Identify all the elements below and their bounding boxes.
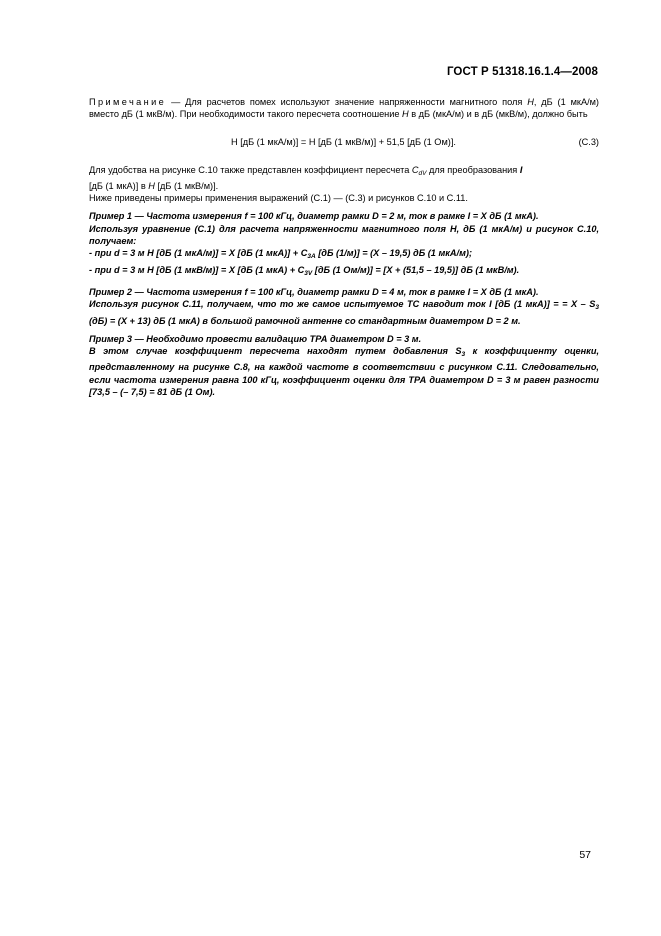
example2-body bbox=[89, 298, 599, 327]
example1-title: Пример 1 — Частота измерения f = 100 кГц, диаметр рамки D = 2 м, ток в рамке I = X дБ (1 мкА). bbox=[89, 211, 539, 222]
example2-body-b: (дБ) = (X + 13) дБ (1 мкА) в большой рамочной антенне со стандартным диаметром D = 2 м. bbox=[89, 315, 521, 326]
example1-item1 bbox=[89, 247, 599, 263]
example1-item2-a: - при d = 3 м H [дБ (1 мкВ/м)] = X [дБ (1 мкА) + C bbox=[89, 264, 305, 275]
note-text-c: в дБ (мкА/м) и в дБ (мкВ/м), должно быть bbox=[408, 109, 588, 120]
example2-body-a: Используя рисунок С.11, получаем, что то же самое испытуемое ТС наводит ток I [дБ (1 мкА)] = = X – S bbox=[89, 299, 596, 310]
note-h1: H bbox=[527, 97, 534, 107]
example2-body-sub: 3 bbox=[595, 304, 599, 312]
example1-item2-sub: 3V bbox=[304, 269, 313, 277]
para1-text-c: [дБ (1 мкА)] в bbox=[89, 180, 149, 191]
note-text-a: Для расчетов помех используют значение напряженности магнитного поля bbox=[185, 97, 528, 107]
para1-c-sub: dV bbox=[418, 169, 427, 177]
note-dash: — bbox=[166, 97, 186, 107]
para1-text-b: для преобразования bbox=[426, 164, 520, 175]
example3-body-sub: 3 bbox=[461, 351, 466, 359]
formula-c3 bbox=[89, 136, 599, 150]
para1-c: C bbox=[411, 164, 419, 175]
note-label: Примечание bbox=[89, 97, 167, 107]
example1-method: Используя уравнение (С.1) для расчета напряженности магнитного поля H, дБ (1 мкА/м) и рисунок С.10, получаем: bbox=[89, 223, 599, 247]
para1-h: H bbox=[148, 180, 155, 191]
page-number: 57 bbox=[579, 849, 591, 861]
formula-number: (С.3) bbox=[578, 136, 599, 147]
example1-item1-b: [дБ (1/м)] = (X – 19,5) дБ (1 мкА/м); bbox=[315, 248, 473, 259]
formula-text: H [дБ (1 мкА/м)] = H [дБ (1 мкВ/м)] + 51,5 [дБ (1 Ом)]. bbox=[231, 136, 456, 147]
note-text-b: , дБ (1 мкА/м) вместо дБ (1 мкВ/м). При необходимости такого пересчета соотношение bbox=[89, 97, 599, 120]
paragraph-conversion bbox=[89, 164, 599, 193]
standard-header: ГОСТ Р 51318.16.1.4—2008 bbox=[446, 66, 598, 78]
para1-text-d: [дБ (1 мкВ/м)]. bbox=[154, 180, 219, 191]
document-body bbox=[89, 96, 599, 398]
example3-body-b: к коэффициенту оценки, представленному на рисунке С.8, на каждой частоте в соответствии с рисунком С.11. Следовательно, если частота измерения равна 100 кГц, коэффициент оценки для ТРА диаметром D = 3 м равен разности [73,5 – (– 7,5) = 81 дБ (1 Ом). bbox=[89, 346, 600, 398]
example1-item1-a: - при d = 3 м H [дБ (1 мкА/м)] = X [дБ (1 мкА)] + C bbox=[89, 248, 308, 259]
example3-body bbox=[89, 345, 599, 398]
example1-item2 bbox=[89, 264, 599, 280]
note-h2: H bbox=[402, 109, 409, 120]
example3-title: Пример 3 — Необходимо провести валидацию ТРА диаметром D = 3 м. bbox=[89, 333, 422, 344]
note-paragraph bbox=[89, 96, 599, 121]
example2-title: Пример 2 — Частота измерения f = 100 кГц, диаметр рамки D = 4 м, ток в рамке I = X дБ (1 мкА). bbox=[89, 286, 539, 297]
para1-text-a: Для удобства на рисунке С.10 также представлен коэффициент пересчета bbox=[89, 164, 412, 175]
example1-item2-b: [дБ (1 Ом/м)] = [X + (51,5 – 19,5)] дБ (1 мкВ/м). bbox=[312, 264, 520, 275]
paragraph-examples-intro: Ниже приведены примеры применения выражений (С.1) — (С.3) и рисунков С.10 и С.11. bbox=[89, 193, 468, 204]
para1-i: I bbox=[519, 164, 523, 175]
example3-body-a: В этом случае коэффициент пересчета находят путем добавления S bbox=[89, 346, 462, 357]
example1-item1-sub: 3А bbox=[307, 253, 316, 261]
